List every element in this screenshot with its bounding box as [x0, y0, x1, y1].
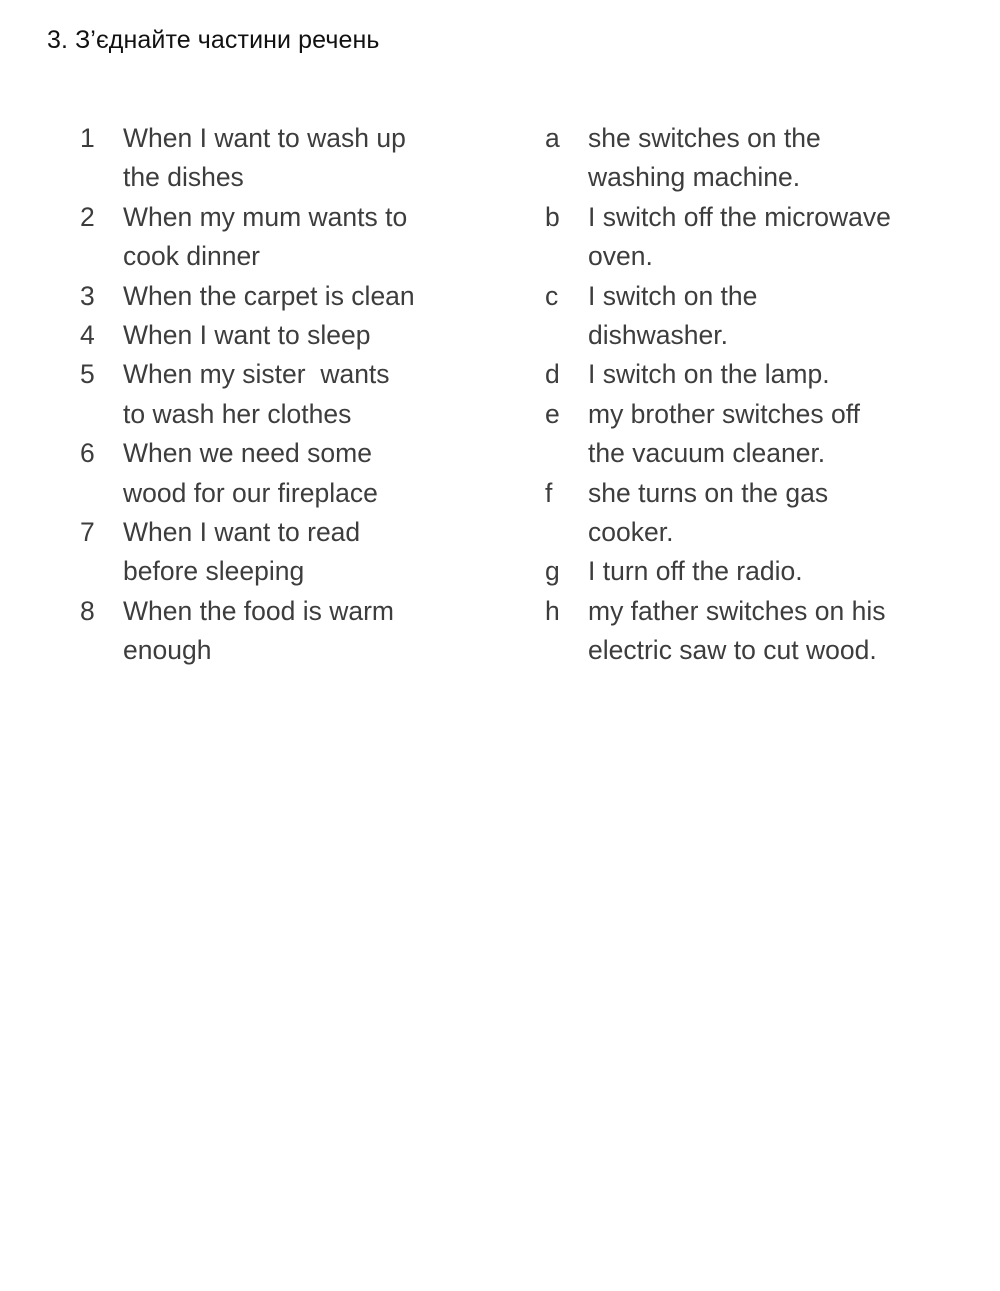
item-marker: b [545, 201, 560, 232]
item-text-line: wood for our fireplace [123, 477, 378, 508]
sentence-ending-item [545, 355, 985, 394]
item-text [588, 355, 985, 394]
item-text-line: the dishes [123, 162, 244, 193]
item-text-line: oven. [588, 241, 653, 272]
item-text [588, 277, 985, 356]
item-text [588, 395, 985, 474]
item-marker: c [545, 280, 559, 311]
sentence-ending-item [545, 198, 985, 277]
item-text [588, 552, 985, 591]
item-text [123, 513, 480, 592]
item-text [123, 316, 480, 355]
item-marker: 3 [80, 280, 95, 311]
sentence-beginning-item [80, 513, 480, 592]
sentence-beginning-item [80, 434, 480, 513]
item-text-line: to wash her clothes [123, 398, 352, 429]
sentence-ending-item [545, 474, 985, 553]
sentence-beginning-item [80, 277, 480, 316]
item-text-line: When my mum wants to [123, 201, 408, 232]
item-marker: 1 [80, 123, 95, 153]
item-text [123, 434, 480, 513]
item-marker: g [545, 556, 560, 587]
item-marker: 2 [80, 201, 95, 232]
item-text [123, 198, 480, 277]
sentence-endings-column [545, 119, 985, 671]
item-text-line: my brother switches off [588, 398, 860, 429]
item-text-line: When we need some [123, 438, 372, 469]
item-marker: 7 [80, 517, 95, 548]
item-text-line: When I want to read [123, 517, 361, 548]
item-text [123, 277, 480, 316]
item-marker: 8 [80, 595, 95, 626]
sentence-ending-item [545, 552, 985, 591]
item-text-line: When I want to wash up [123, 123, 406, 153]
item-text-line: the vacuum cleaner. [588, 438, 826, 469]
item-text-line: I switch on the lamp. [588, 359, 830, 390]
item-text [123, 592, 480, 671]
sentence-beginning-item [80, 316, 480, 355]
sentence-beginning-item [80, 355, 480, 434]
item-marker: 4 [80, 320, 95, 351]
item-text-line: before sleeping [123, 556, 305, 587]
item-text-line: When the carpet is clean [123, 280, 415, 311]
item-text [588, 119, 985, 198]
item-marker: h [545, 595, 560, 626]
exercise-heading: 3. З’єднайте частини речень [47, 26, 380, 54]
sentence-ending-item [545, 395, 985, 474]
item-text-line: cooker. [588, 517, 674, 548]
item-text [123, 355, 480, 434]
item-text [588, 474, 985, 553]
item-text [588, 592, 985, 671]
sentence-beginning-item [80, 592, 480, 671]
item-marker: 6 [80, 438, 95, 469]
item-text [588, 198, 985, 277]
sentence-beginning-item [80, 119, 480, 198]
item-marker: 5 [80, 359, 95, 390]
item-text-line: I switch on the [588, 280, 758, 311]
item-marker: d [545, 359, 560, 390]
sentence-beginning-item [80, 198, 480, 277]
item-text-line: electric saw to cut wood. [588, 635, 877, 666]
item-text-line: When my sister wants [123, 359, 390, 390]
sentence-ending-item [545, 119, 985, 198]
item-text [123, 119, 480, 198]
item-text-line: enough [123, 635, 212, 666]
sentence-beginnings-column [80, 119, 480, 671]
item-marker: f [545, 477, 553, 508]
item-text-line: I turn off the radio. [588, 556, 803, 587]
item-marker: a [545, 123, 560, 153]
item-text-line: washing machine. [588, 162, 801, 193]
sentence-ending-item [545, 592, 985, 671]
item-text-line: my father switches on his [588, 595, 886, 626]
item-text-line: she switches on the [588, 123, 821, 153]
item-text-line: she turns on the gas [588, 477, 829, 508]
sentence-ending-item [545, 277, 985, 356]
item-text-line: dishwasher. [588, 320, 728, 351]
item-text-line: When I want to sleep [123, 320, 371, 351]
item-text-line: cook dinner [123, 241, 261, 272]
item-marker: e [545, 398, 560, 429]
item-text-line: When the food is warm [123, 595, 395, 626]
item-text-line: I switch off the microwave [588, 201, 891, 232]
